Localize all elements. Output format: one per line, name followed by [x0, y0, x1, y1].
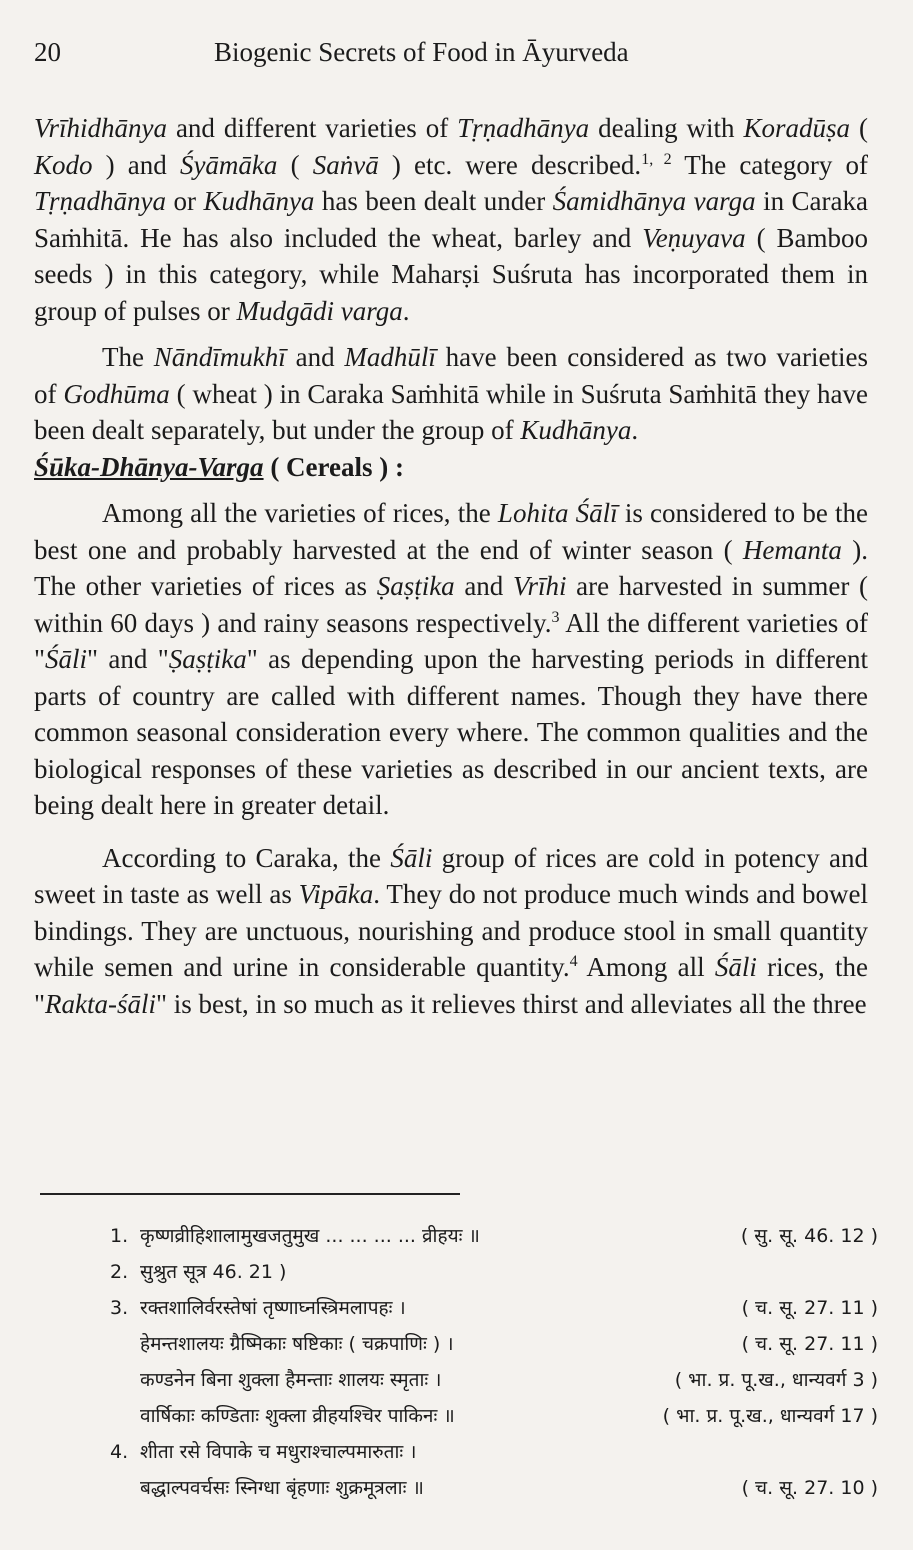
text-run: ( wheat ) in Caraka Saṁhitā while in Suśruta Saṁhitā they have been dealt separately, but under the group of	[34, 378, 868, 445]
text-run: have been considered as two varieties of	[34, 342, 868, 409]
text-run: are harvested in summer ( within 60 days ) and rainy seasons respectively.	[34, 571, 869, 638]
heading-term: Śūka-Dhānya-Varga	[34, 451, 264, 482]
text-run: rices, the "	[34, 952, 869, 1019]
term: Lohita Śālī	[497, 498, 618, 528]
footnote-text: शीता रसे विपाके च मधुराश्चाल्पमारुताः ।	[140, 1441, 417, 1463]
footnote-line	[110, 1218, 878, 1254]
footnote-text: कण्डनेन बिना शुक्ला हैमन्ताः शालयः स्मृताः ।	[140, 1369, 442, 1391]
paragraph-1	[34, 110, 868, 329]
footnote-number: 3.	[110, 1297, 129, 1319]
text-run: All the different varieties of "	[34, 607, 869, 674]
text-run: . They do not produce much winds and bowel bindings. They are unctuous, nourishing and produce stool in small quantity while semen and urine in considerable quantity.	[34, 879, 868, 982]
term: Vipāka	[298, 879, 374, 909]
footnote-ref: 1, 2	[641, 150, 672, 168]
text-run: and different varieties of	[166, 113, 458, 143]
footnote-text: सुश्रुत सूत्र 46. 21 )	[140, 1261, 287, 1283]
term: Tṛṇadhānya	[34, 186, 167, 216]
footnote-source: ( च. सू. 27. 11 )	[741, 1333, 878, 1355]
footnote-source: ( सु. सू. 46. 12 )	[740, 1225, 878, 1247]
term: Saṅvā	[312, 149, 379, 180]
footnote-number: 1.	[110, 1225, 129, 1247]
footnote-text: हेमन्तशालयः ग्रैष्मिकाः षष्टिकाः ( चक्रपाणिः ) ।	[140, 1333, 454, 1355]
term: Ṣaṣṭika	[376, 571, 455, 601]
term: Śāli	[390, 842, 433, 873]
text-run: .	[631, 415, 639, 445]
footnote-text: बद्धाल्पवर्चसः स्निग्धा बृंहणाः शुक्रमूत्रलाः ॥	[140, 1477, 424, 1499]
text-run: The	[102, 342, 154, 372]
text-run: ) and	[92, 149, 180, 180]
page-number: 20	[34, 37, 61, 67]
footnote-source: ( भा. प्र. पू.ख., धान्यवर्ग 3 )	[674, 1369, 878, 1391]
term: Hemanta	[742, 534, 842, 565]
section-heading	[34, 449, 868, 486]
text-run: group of rices are cold in potency and sweet in taste as well as	[34, 842, 868, 909]
footnote-source: ( भा. प्र. पू.ख., धान्यवर्ग 17 )	[662, 1405, 878, 1427]
text-run: .	[402, 295, 410, 326]
term: Madhūlī	[344, 342, 436, 372]
footnote-ref: 3	[551, 608, 560, 626]
term: Nāndīmukhī	[153, 342, 286, 372]
text-run: is considered to be the best one and probably harvested at the end of winter season (	[34, 498, 868, 565]
term: Śāli	[45, 644, 88, 674]
text-run: and	[454, 571, 513, 601]
text-run: " is best, in so much as it relieves thirst and alleviates all the three	[156, 988, 867, 1019]
term: Vrīhi	[512, 571, 567, 601]
text-run: The category of	[671, 149, 868, 180]
text-run: Among all the varieties of rices, the	[102, 498, 498, 528]
text-run: dealing with	[589, 113, 744, 143]
term: Kudhānya	[520, 415, 632, 445]
term: Koradūṣa	[743, 113, 851, 143]
footnote-line	[110, 1470, 878, 1506]
footnote-text: रक्तशालिर्वरस्तेषां तृष्णाघ्नस्त्रिमलापहः ।	[140, 1297, 406, 1319]
text-run: has been dealt under	[314, 186, 553, 216]
term: Śāli	[714, 952, 757, 982]
footnote-line	[110, 1290, 878, 1326]
footnote-line	[110, 1362, 878, 1398]
term: Śyāmāka	[179, 149, 278, 180]
text-run: or	[166, 186, 204, 216]
footnote-line	[110, 1254, 878, 1290]
footnote-ref: 4	[569, 953, 578, 970]
term: Tṛṇadhānya	[457, 113, 590, 143]
term: Kodo	[34, 149, 93, 180]
footnote-line	[110, 1398, 878, 1434]
text-run: Among all	[577, 952, 715, 982]
text-run: (	[277, 149, 313, 180]
text-run: (	[850, 113, 868, 143]
term: Mudgādi varga	[236, 295, 403, 326]
term: Śamidhānya varga	[552, 186, 756, 216]
text-run: and	[285, 342, 345, 372]
footnote-text: वार्षिकाः कण्डिताः शुक्ला व्रीहयश्चिर पाकिनः ॥	[140, 1405, 455, 1427]
text-run: in Caraka Saṁhitā. He has also included the wheat, barley and	[34, 186, 868, 253]
term: Rakta-śāli	[45, 988, 157, 1019]
paragraph-3	[34, 495, 868, 824]
term: Vrīhidhānya	[34, 113, 167, 143]
text-run: " as depending upon the harvesting periods in different parts of country are called with different names. Though they have there common seasonal consideration every where. The common qualities and the biological responses of these varieties as described in our ancient texts, are being dealt here in greater detail.	[34, 644, 868, 820]
footnotes	[110, 1218, 878, 1506]
text-run: According to Caraka, the	[102, 842, 391, 873]
footnote-line	[110, 1326, 878, 1362]
heading-rest: ( Cereals ) :	[263, 451, 405, 482]
footnote-number: 4.	[110, 1441, 129, 1463]
paragraph-4	[34, 840, 868, 1023]
running-title: Biogenic Secrets of Food in Āyurveda	[214, 37, 629, 67]
main-text	[34, 100, 868, 1022]
footnote-line	[110, 1434, 878, 1470]
footnote-number: 2.	[110, 1261, 129, 1283]
text-run: ) etc. were described.	[378, 149, 642, 180]
text-run: ( Bamboo seeds ) in this category, while Maharṣi Suśruta has incorporated them in group of pulses or	[34, 222, 868, 326]
footnote-text: कृष्णव्रीहिशालामुखजतुमुख ... ... ... ... व्रीहयः ॥	[140, 1225, 480, 1247]
footnote-source: ( च. सू. 27. 10 )	[741, 1477, 878, 1499]
term: Ṣaṣṭika	[168, 644, 247, 674]
term: Veṇuyava	[642, 222, 746, 253]
term: Godhūma	[63, 378, 170, 409]
term: Kudhānya	[203, 186, 315, 216]
footnote-source: ( च. सू. 27. 11 )	[741, 1297, 878, 1319]
text-run: ). The other varieties of rices as	[34, 534, 868, 601]
footnote-divider	[40, 1193, 460, 1195]
paragraph-2	[34, 339, 868, 449]
text-run: " and "	[87, 644, 169, 674]
